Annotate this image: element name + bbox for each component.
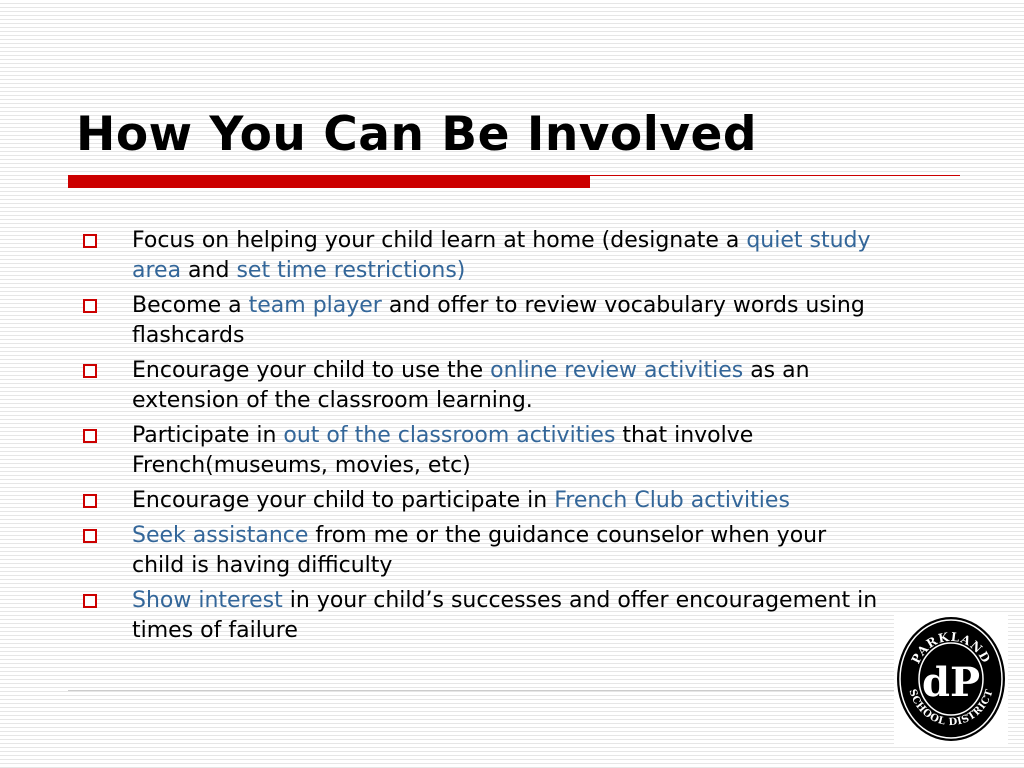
footer-divider bbox=[68, 690, 898, 691]
highlighted-phrase: set time restrictions) bbox=[236, 258, 466, 283]
highlighted-phrase: online review activities bbox=[490, 358, 744, 383]
bullet-item bbox=[80, 226, 880, 286]
logo-monogram: dP bbox=[921, 659, 981, 706]
bullet-text: Participate in bbox=[132, 423, 284, 448]
bullet-text: Focus on helping your child learn at home (designate a bbox=[132, 228, 747, 253]
bullet-text: from me or the guidance counselor when your child is having difficulty bbox=[132, 523, 827, 578]
bullet-text: as an extension of the classroom learning. bbox=[132, 358, 810, 413]
square-bullet-icon bbox=[83, 494, 97, 508]
bullet-text: Encourage your child to use the bbox=[132, 358, 491, 383]
bullet-item bbox=[80, 356, 880, 416]
slide-title: How You Can Be Involved bbox=[76, 107, 757, 162]
bullet-item bbox=[80, 586, 880, 646]
bullet-item bbox=[80, 521, 880, 581]
square-bullet-icon bbox=[83, 529, 97, 543]
square-bullet-icon bbox=[83, 429, 97, 443]
bullet-text: and bbox=[181, 258, 237, 283]
square-bullet-icon bbox=[83, 364, 97, 378]
highlighted-phrase: out of the classroom activities bbox=[283, 423, 616, 448]
square-bullet-icon bbox=[83, 234, 97, 248]
square-bullet-icon bbox=[83, 299, 97, 313]
title-underline-thin bbox=[590, 175, 960, 176]
logo-top-text: PARKLAND bbox=[908, 629, 994, 666]
bullet-item bbox=[80, 421, 880, 481]
highlighted-phrase: team player bbox=[248, 293, 382, 318]
bullet-item bbox=[80, 486, 880, 516]
bullet-list bbox=[80, 226, 880, 651]
highlighted-phrase: French Club activities bbox=[554, 488, 790, 513]
bullet-text: in your child’s successes and offer encouragement in times of failure bbox=[132, 588, 878, 643]
logo-bottom-text: SCHOOL DISTRICT bbox=[906, 687, 996, 729]
bullet-item bbox=[80, 291, 880, 351]
school-district-logo bbox=[894, 612, 1008, 746]
highlighted-phrase: quiet study area bbox=[132, 228, 871, 283]
highlighted-phrase: Show interest bbox=[132, 588, 283, 613]
highlighted-phrase: Seek assistance bbox=[132, 523, 309, 548]
title-underline-thick bbox=[68, 175, 590, 188]
bullet-text: Become a bbox=[132, 293, 249, 318]
bullet-text: and offer to review vocabulary words using flashcards bbox=[132, 293, 865, 348]
square-bullet-icon bbox=[83, 594, 97, 608]
bullet-text: that involve French(museums, movies, etc) bbox=[132, 423, 754, 478]
bullet-text: Encourage your child to participate in bbox=[132, 488, 555, 513]
